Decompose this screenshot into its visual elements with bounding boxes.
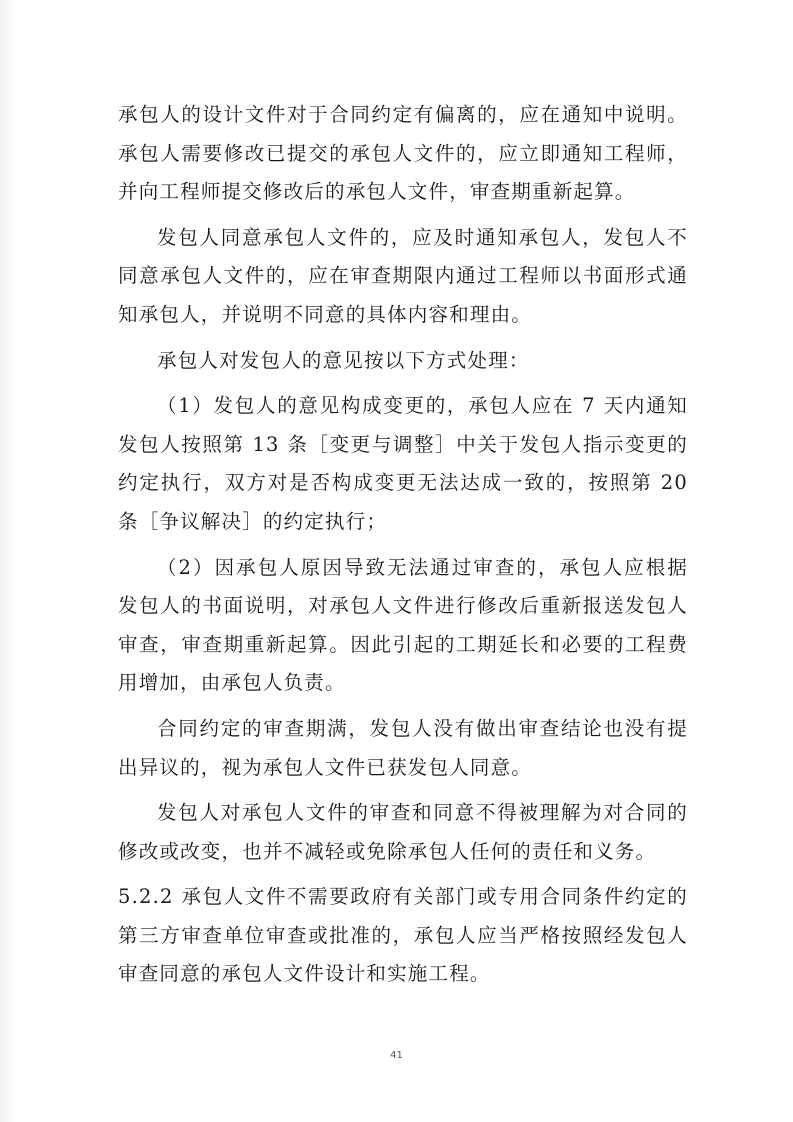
paragraph-item-2: （2）因承包人原因导致无法通过审查的，承包人应根据发包人的书面说明，对承包人文件进行修改后重新报送发包人审查，审查期重新起算。因此引起的工期延长和必要的工程费用增加，由承包人负责。 — [118, 555, 688, 695]
paragraph-no-relief: 发包人对承包人文件的审查和同意不得被理解为对合同的修改或改变，也并不减轻或免除承包人任何的责任和义务。 — [118, 801, 688, 863]
scan-edge-shadow — [0, 0, 18, 1122]
paragraph-handling-intro: 承包人对发包人的意见按以下方式处理： — [157, 348, 530, 372]
page-number: 41 — [390, 1050, 403, 1061]
paragraph-design-deviation: 承包人的设计文件对于合同约定有偏离的，应在通知中说明。承包人需要修改已提交的承包人文件的，应立即通知工程师，并向工程师提交修改后的承包人文件，审查期重新起算。 — [118, 103, 688, 204]
paragraph-employer-approval: 发包人同意承包人文件的，应及时通知承包人，发包人不同意承包人文件的，应在审查期限内通过工程师以书面形式通知承包人，并说明不同意的具体内容和理由。 — [118, 225, 688, 326]
paragraph-clause-5-2-2: 5.2.2 承包人文件不需要政府有关部门或专用合同条件约定的第三方审查单位审查或批准的，承包人应当严格按照经发包人审查同意的承包人文件设计和实施工程。 — [118, 885, 688, 986]
paragraph-review-expiry: 合同约定的审查期满，发包人没有做出审查结论也没有提出异议的，视为承包人文件已获发包人同意。 — [118, 716, 688, 779]
paragraph-item-1: （1）发包人的意见构成变更的，承包人应在 7 天内通知发包人按照第 13 条［变更与调整］中关于发包人指示变更的约定执行，双方对是否构成变更无法达成一致的，按照第 20 条［争议解决］的约定执行； — [118, 394, 688, 533]
body-text — [118, 96, 688, 1001]
